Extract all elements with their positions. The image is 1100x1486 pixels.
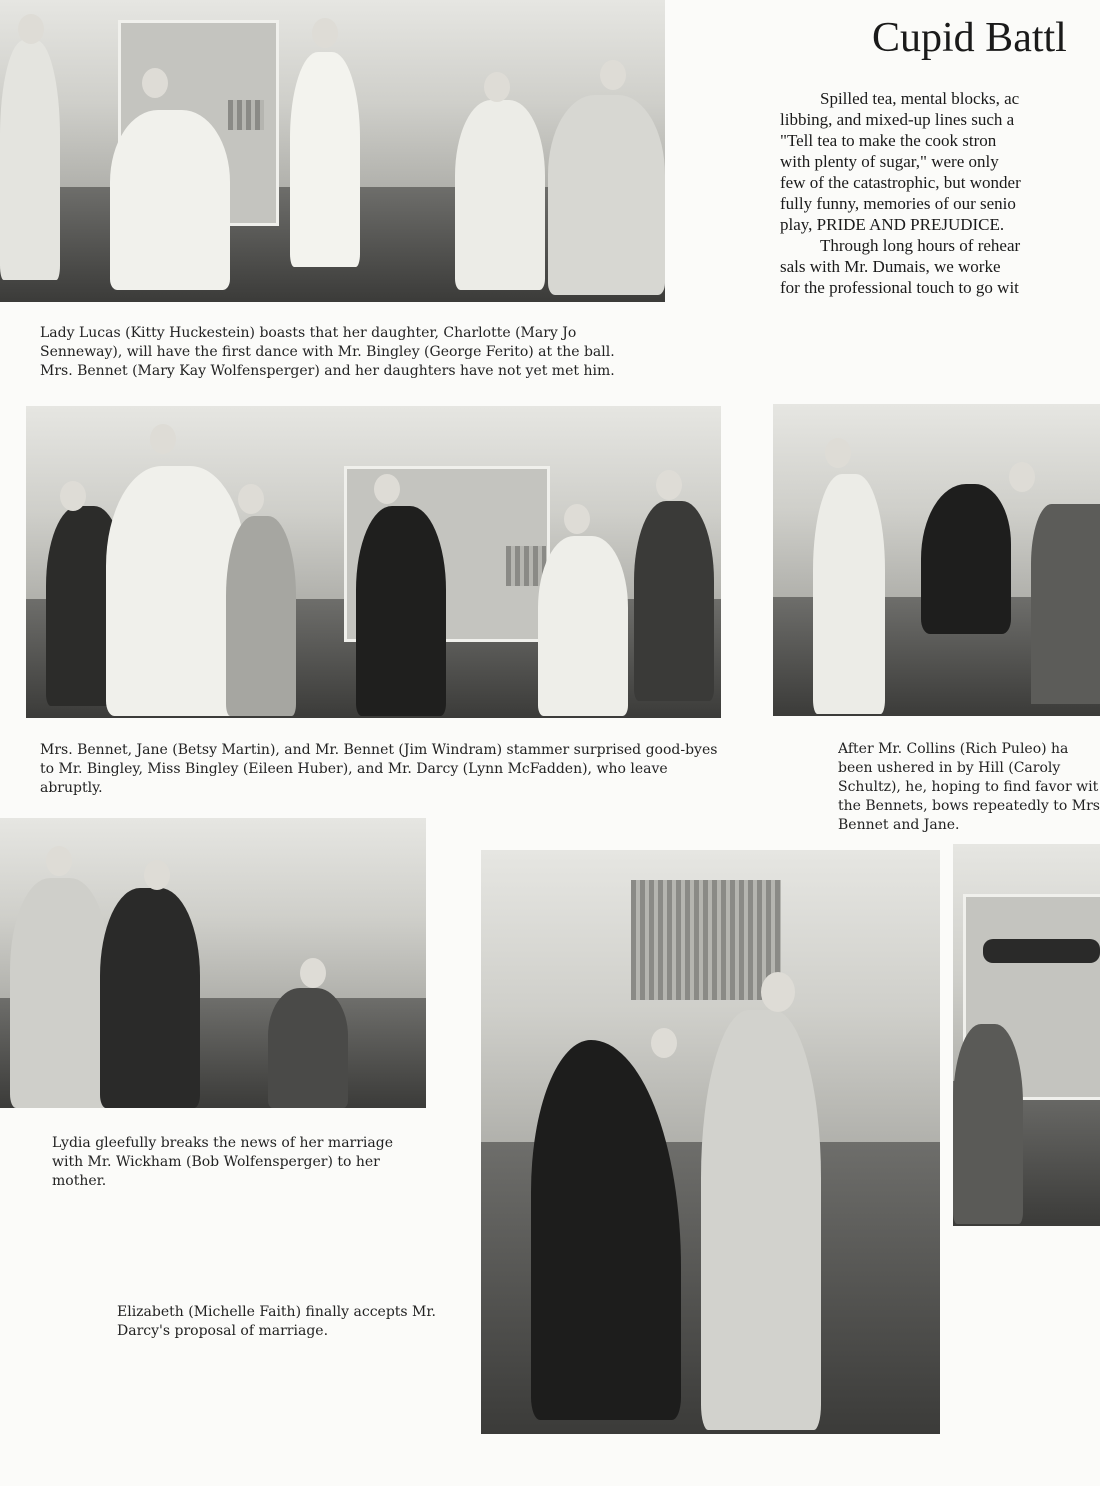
caption-lydia: Lydia gleefully breaks the news of her marriage with Mr. Wickham (Bob Wolfensperger) to her mother. (52, 1135, 394, 1189)
photo-lady-lucas-scene (0, 0, 665, 302)
photo-collins-scene (773, 404, 1100, 716)
article-body (778, 88, 1100, 298)
body-line: "Tell tea to make the cook stron (780, 131, 997, 150)
caption-line: Bennet and Jane. (838, 817, 960, 833)
body-line: play, PRIDE AND PREJUDICE. (780, 215, 1005, 234)
caption-line: the Bennets, bows repeatedly to Mrs (838, 798, 1100, 814)
article-title: Cupid Battl (872, 15, 1067, 61)
caption-line: Schultz), he, hoping to find favor wit (838, 779, 1099, 795)
caption-elizabeth: Elizabeth (Michelle Faith) finally accepts Mr. Darcy's proposal of marriage. (117, 1304, 436, 1339)
body-line: libbing, and mixed-up lines such a (780, 110, 1015, 129)
caption-goodbyes: Mrs. Bennet, Jane (Betsy Martin), and Mr. Bennet (Jim Windram) stammer surprised good-byes to Mr. Bingley, Miss Bingley (Eileen Huber), and Mr. Darcy (Lynn McFadden), who leave abruptly. (40, 742, 718, 796)
caption-line: been ushered in by Hill (Caroly (838, 760, 1061, 776)
photo-goodbyes-scene (26, 406, 721, 718)
body-line: for the professional touch to go wit (780, 278, 1019, 297)
body-line: Through long hours of rehear (820, 236, 1021, 255)
body-line: Spilled tea, mental blocks, ac (820, 89, 1020, 108)
body-line: sals with Mr. Dumais, we worke (780, 257, 1001, 276)
caption-collins (838, 740, 1100, 835)
photo-pointing-scene (953, 844, 1100, 1226)
caption-line: After Mr. Collins (Rich Puleo) ha (838, 741, 1069, 757)
body-line: fully funny, memories of our senio (780, 194, 1016, 213)
body-line: few of the catastrophic, but wonder (780, 173, 1021, 192)
body-line: with plenty of sugar," were only (780, 152, 999, 171)
photo-proposal-scene (481, 850, 940, 1434)
caption-lady-lucas: Lady Lucas (Kitty Huckestein) boasts that her daughter, Charlotte (Mary Jo Senneway), will have the first dance with Mr. Bingley (George Ferito) at the ball. Mrs. Bennet (Mary Kay Wolfensperger) and her daughters have not yet met him. (40, 325, 615, 379)
photo-lydia-scene (0, 818, 426, 1108)
